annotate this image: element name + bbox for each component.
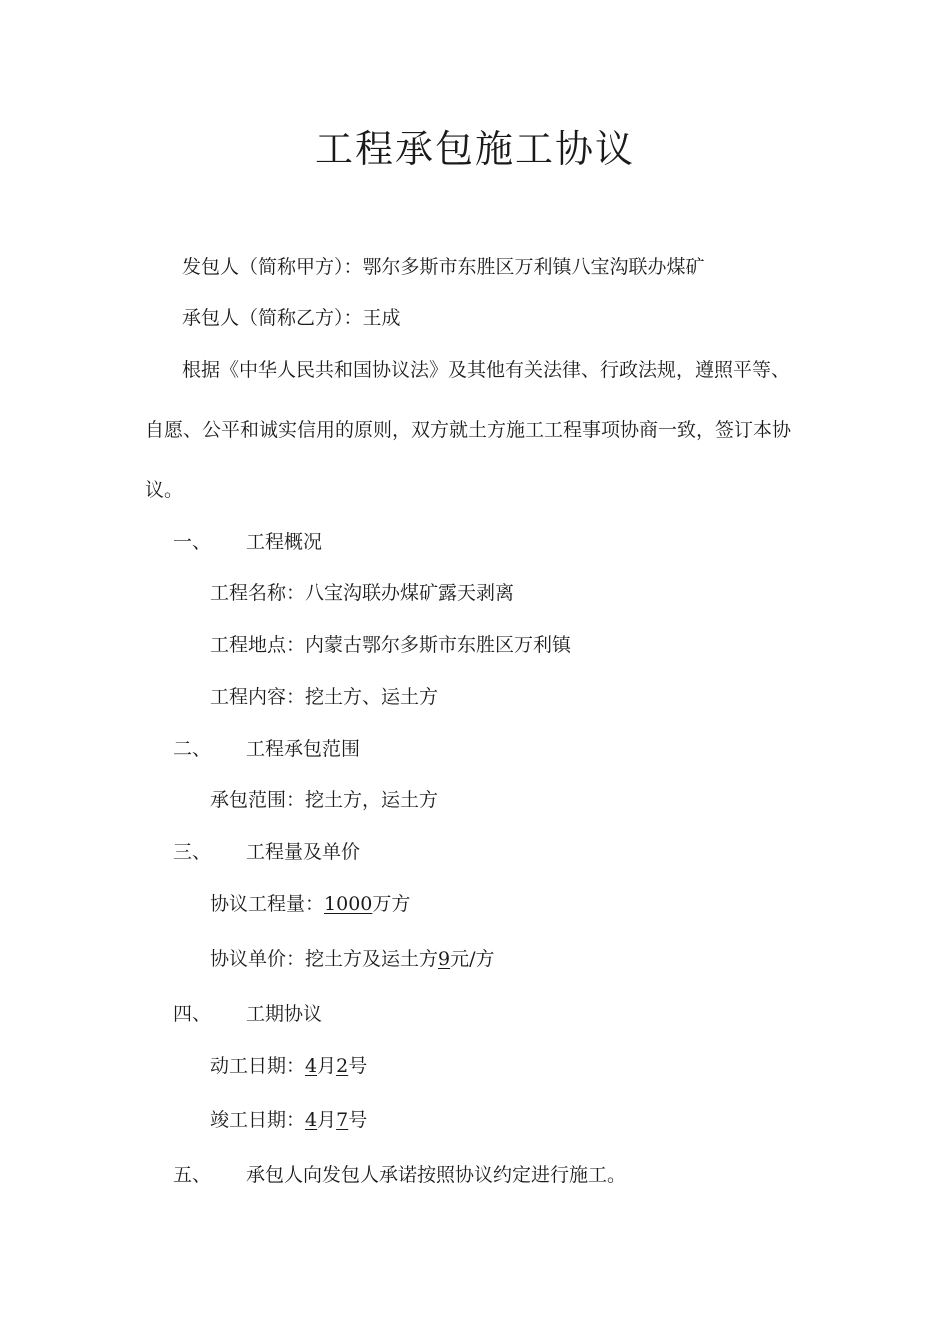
contract-quantity — [210, 890, 410, 918]
section-5-number: 五、 — [173, 1164, 212, 1186]
document-title: 工程承包施工协议 — [314, 127, 635, 171]
quantity-label: 协议工程量： — [210, 893, 325, 915]
price-label: 协议单价：挖土方及运土方 — [210, 948, 439, 970]
end-month: 4 — [305, 1109, 318, 1131]
section-3-title: 工程量及单价 — [246, 841, 361, 863]
end-month-suffix: 月 — [317, 1109, 337, 1131]
project-content: 工程内容：挖土方、运土方 — [210, 686, 439, 708]
section-1-title: 工程概况 — [246, 531, 323, 553]
start-month: 4 — [305, 1055, 318, 1077]
price-value: 9 — [438, 948, 451, 970]
party-b-line: 承包人（简称乙方）：王成 — [182, 307, 401, 329]
start-day-suffix: 号 — [348, 1055, 368, 1077]
price-unit: 元/方 — [450, 948, 495, 970]
project-location: 工程地点：内蒙古鄂尔多斯市东胜区万利镇 — [210, 634, 572, 656]
quantity-unit: 万方 — [372, 893, 411, 915]
preamble-line-1: 根据《中华人民共和国协议法》及其他有关法律、行政法规，遵照平等、 — [182, 359, 791, 381]
section-5-title: 承包人向发包人承诺按照协议约定进行施工。 — [246, 1164, 627, 1186]
start-date-label: 动工日期： — [210, 1055, 306, 1077]
quantity-value: 1000 — [324, 893, 373, 915]
section-2-title: 工程承包范围 — [246, 738, 361, 760]
section-4-title: 工期协议 — [246, 1003, 323, 1025]
project-name: 工程名称：八宝沟联办煤矿露天剥离 — [210, 582, 515, 604]
section-2-number: 二、 — [173, 738, 212, 760]
start-date — [210, 1052, 367, 1080]
preamble-line-3: 议。 — [145, 479, 184, 501]
end-day-suffix: 号 — [348, 1109, 368, 1131]
section-1-number: 一、 — [173, 531, 212, 553]
start-month-suffix: 月 — [317, 1055, 337, 1077]
party-a-line: 发包人（简称甲方）：鄂尔多斯市东胜区万利镇八宝沟联办煤矿 — [182, 256, 705, 278]
end-date-label: 竣工日期： — [210, 1109, 306, 1131]
section-3-number: 三、 — [173, 841, 212, 863]
preamble-line-2: 自愿、公平和诚实信用的原则，双方就土方施工工程事项协商一致，签订本协 — [145, 419, 792, 441]
start-day: 2 — [336, 1055, 349, 1077]
contract-unit-price — [210, 945, 495, 973]
contract-scope: 承包范围：挖土方，运土方 — [210, 789, 439, 811]
section-4-number: 四、 — [173, 1003, 212, 1025]
end-day: 7 — [336, 1109, 349, 1131]
end-date — [210, 1106, 367, 1134]
